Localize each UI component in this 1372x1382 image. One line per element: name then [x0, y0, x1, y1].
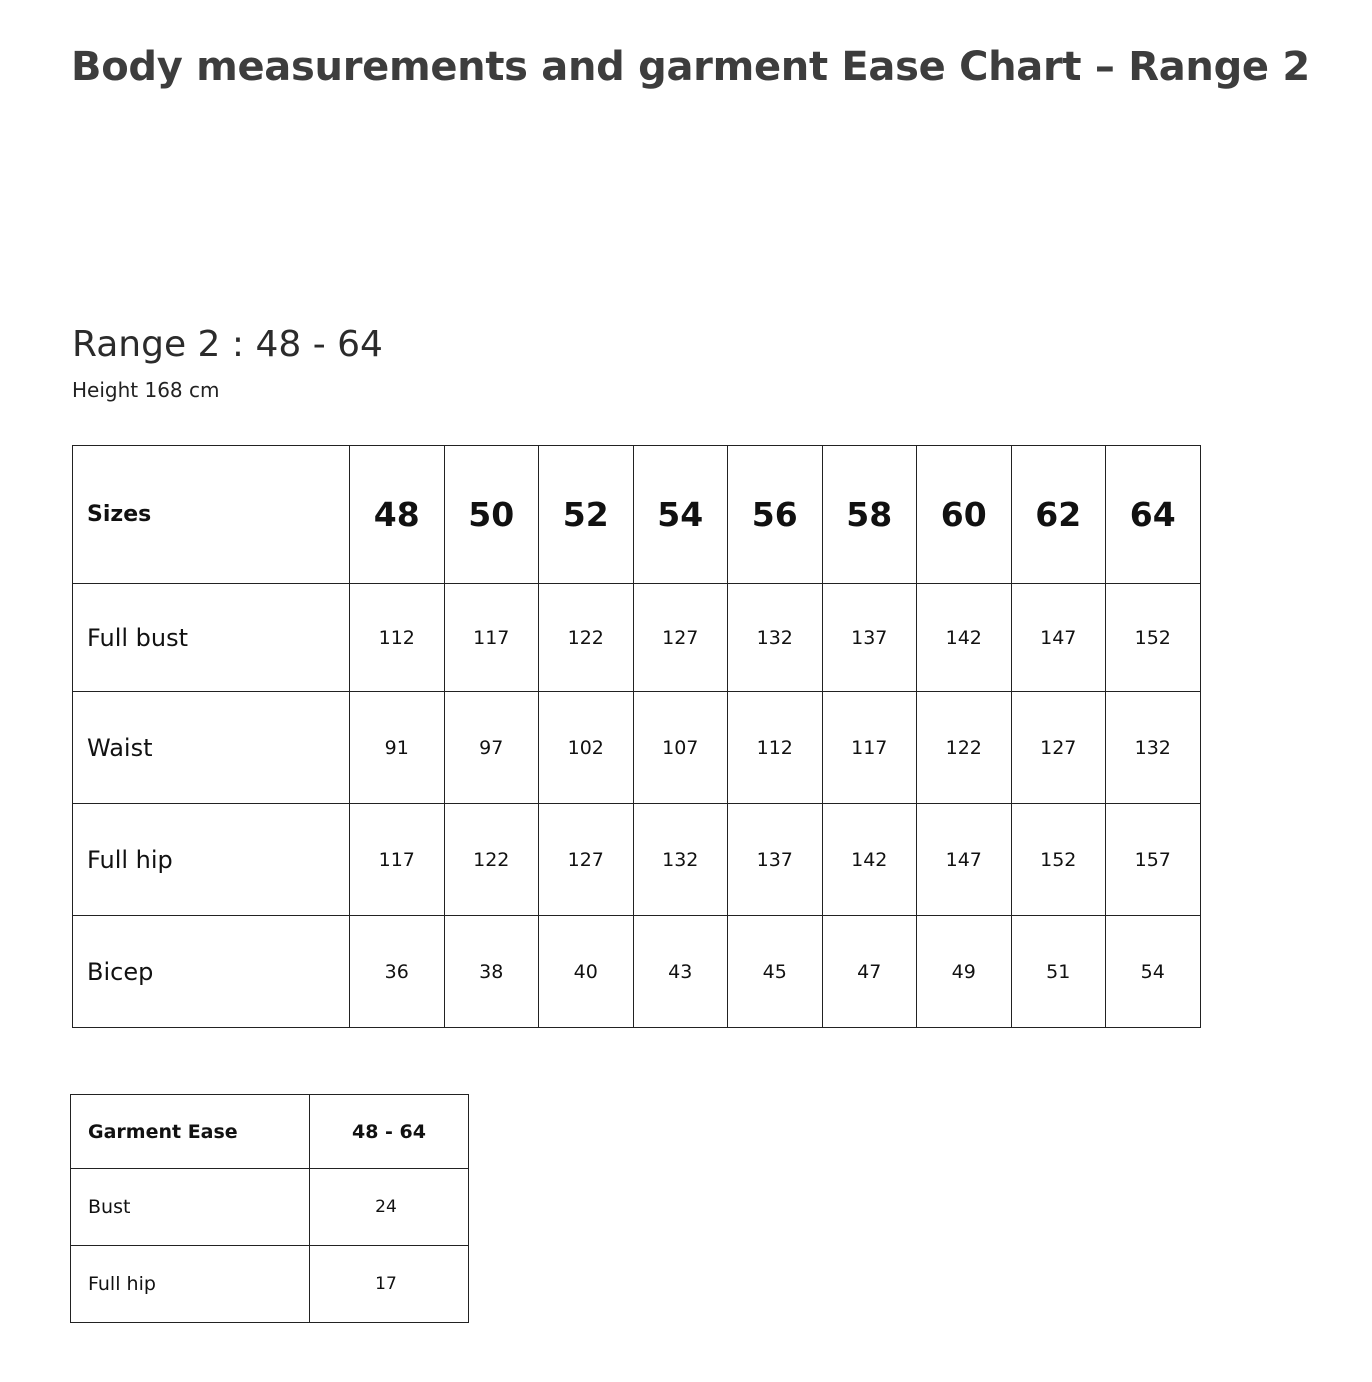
measurement-cell: 157 — [1106, 804, 1201, 916]
measurement-cell: 122 — [444, 804, 539, 916]
table-row — [73, 916, 1201, 1028]
measurement-cell: 127 — [539, 804, 634, 916]
table-row — [73, 804, 1201, 916]
measurement-cell: 91 — [350, 692, 445, 804]
size-header-cell: 62 — [1011, 446, 1106, 584]
ease-row-label: Bust — [71, 1169, 310, 1246]
measurement-cell: 97 — [444, 692, 539, 804]
size-header-cell: 60 — [917, 446, 1012, 584]
row-label: Bicep — [73, 916, 350, 1028]
measurement-cell: 137 — [728, 804, 823, 916]
row-label: Full hip — [73, 804, 350, 916]
size-header-cell: 52 — [539, 446, 634, 584]
table-row — [73, 692, 1201, 804]
size-header-cell: 58 — [822, 446, 917, 584]
ease-value-cell: 17 — [310, 1246, 469, 1323]
measurement-cell: 147 — [917, 804, 1012, 916]
row-label: Full bust — [73, 584, 350, 692]
measurement-cell: 38 — [444, 916, 539, 1028]
height-note: Height 168 cm — [72, 378, 220, 402]
row-label: Waist — [73, 692, 350, 804]
measurement-cell: 152 — [1011, 804, 1106, 916]
page-title: Body measurements and garment Ease Chart – Range 2 — [71, 44, 1310, 90]
ease-row-label: Full hip — [71, 1246, 310, 1323]
range-heading: Range 2 : 48 - 64 — [72, 324, 383, 365]
ease-value-cell: 24 — [310, 1169, 469, 1246]
garment-ease-header-range: 48 - 64 — [310, 1095, 469, 1169]
measurement-cell: 142 — [917, 584, 1012, 692]
measurement-cell: 127 — [1011, 692, 1106, 804]
garment-ease-header-label: Garment Ease — [71, 1095, 310, 1169]
size-header-cell: 50 — [444, 446, 539, 584]
table-row — [71, 1246, 469, 1323]
size-chart-table — [72, 445, 1201, 1028]
measurement-cell: 142 — [822, 804, 917, 916]
measurement-cell: 36 — [350, 916, 445, 1028]
table-row — [73, 584, 1201, 692]
measurement-cell: 147 — [1011, 584, 1106, 692]
measurement-cell: 152 — [1106, 584, 1201, 692]
measurement-cell: 132 — [728, 584, 823, 692]
measurement-cell: 40 — [539, 916, 634, 1028]
measurement-cell: 45 — [728, 916, 823, 1028]
measurement-cell: 132 — [1106, 692, 1201, 804]
size-header-cell: 54 — [633, 446, 728, 584]
garment-ease-table — [70, 1094, 469, 1323]
measurement-cell: 122 — [917, 692, 1012, 804]
measurement-cell: 122 — [539, 584, 634, 692]
measurement-cell: 49 — [917, 916, 1012, 1028]
size-header-row — [73, 446, 1201, 584]
measurement-cell: 117 — [822, 692, 917, 804]
measurement-cell: 54 — [1106, 916, 1201, 1028]
ease-header-row — [71, 1095, 469, 1169]
measurement-cell: 132 — [633, 804, 728, 916]
table-row — [71, 1169, 469, 1246]
measurement-cell: 137 — [822, 584, 917, 692]
measurement-cell: 43 — [633, 916, 728, 1028]
size-header-cell: 56 — [728, 446, 823, 584]
sizes-header-label: Sizes — [73, 446, 350, 584]
size-header-cell: 64 — [1106, 446, 1201, 584]
size-header-cell: 48 — [350, 446, 445, 584]
measurement-cell: 47 — [822, 916, 917, 1028]
measurement-cell: 107 — [633, 692, 728, 804]
measurement-cell: 102 — [539, 692, 634, 804]
measurement-cell: 51 — [1011, 916, 1106, 1028]
measurement-cell: 117 — [350, 804, 445, 916]
measurement-cell: 117 — [444, 584, 539, 692]
measurement-cell: 112 — [350, 584, 445, 692]
measurement-cell: 127 — [633, 584, 728, 692]
measurement-cell: 112 — [728, 692, 823, 804]
